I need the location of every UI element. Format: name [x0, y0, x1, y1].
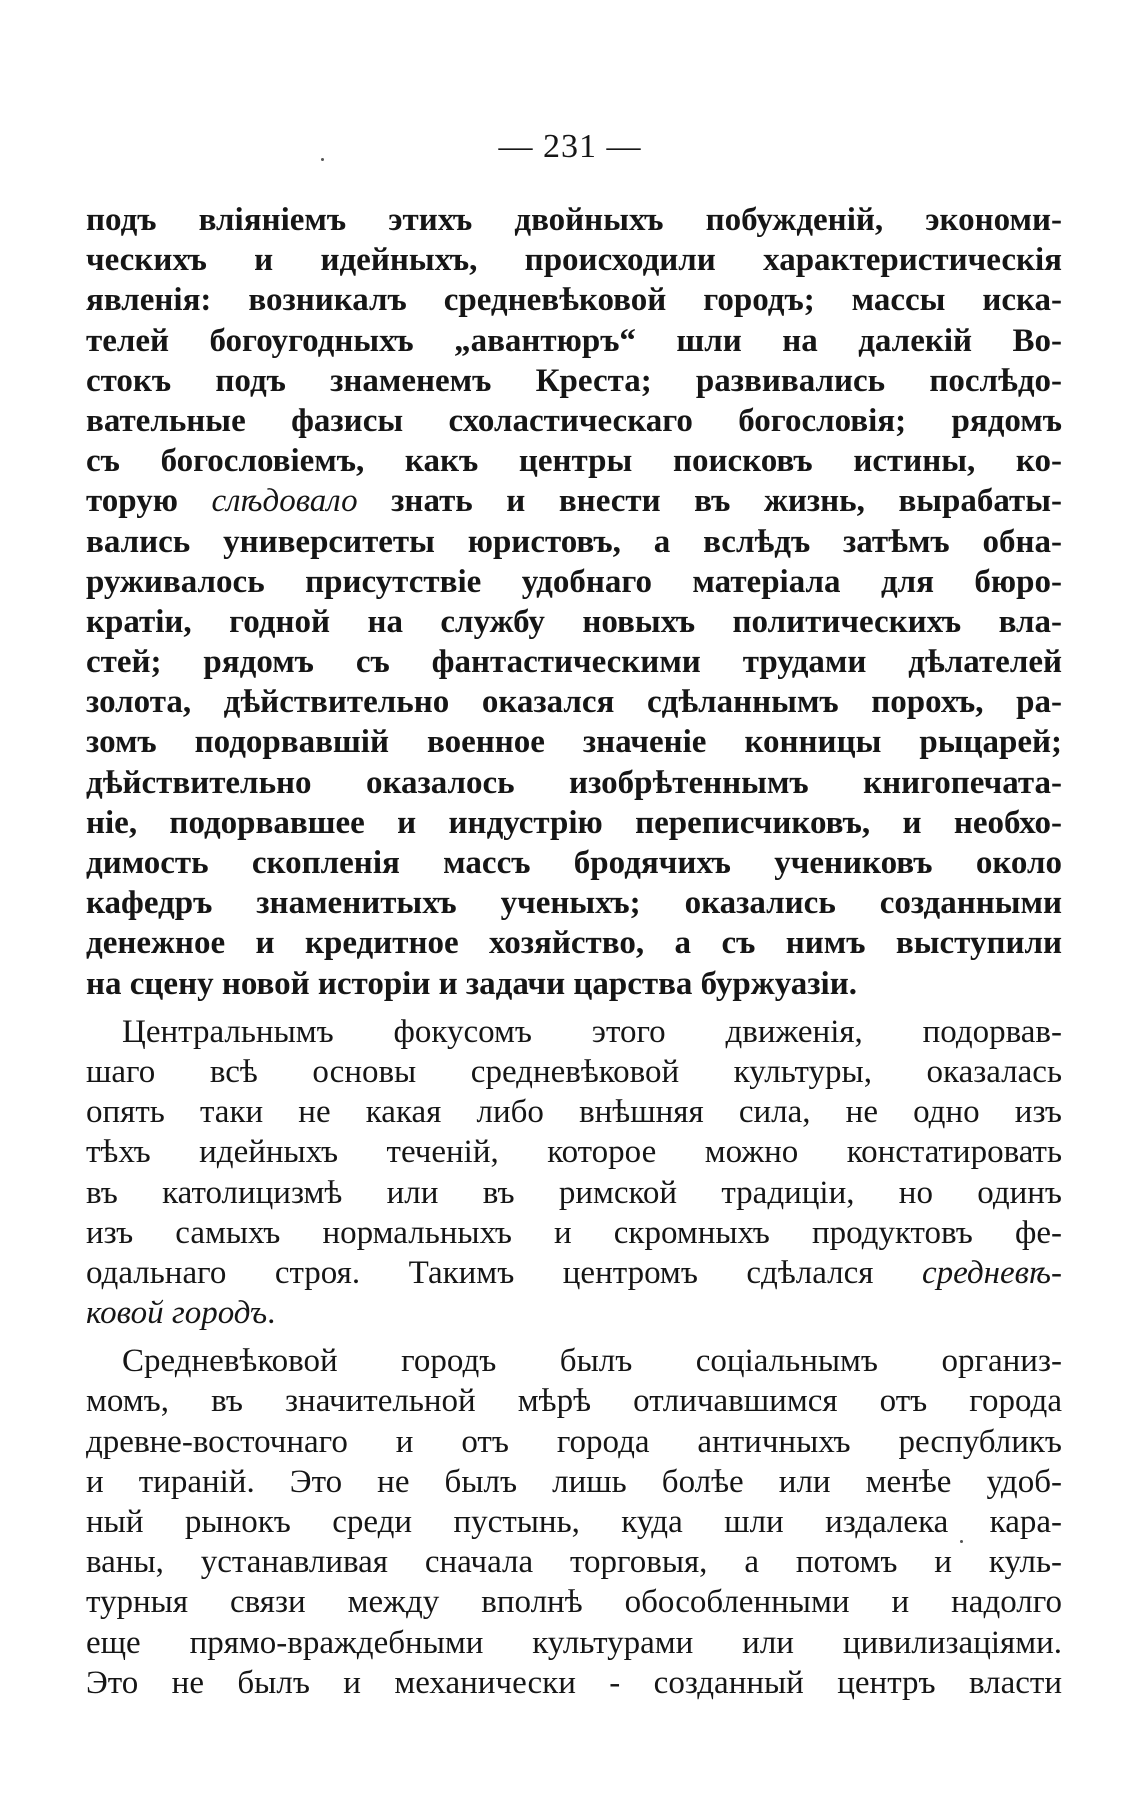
text-line: [86, 1293, 1062, 1333]
text-line: еще прямо-враждебными культурами или цивилизаціями.: [86, 1624, 1062, 1661]
text-segment: знать и внести въ жизнь, вырабаты-: [357, 483, 1062, 520]
text-line: дѣйствительно оказалось изобрѣтеннымъ книгопечата-: [86, 764, 1062, 801]
text-line: димость скопленія массъ бродячихъ учениковъ около: [86, 845, 1062, 881]
text-line: зомъ подорвавшій военное значеніе конницы рыцарей;: [86, 724, 1062, 761]
emphasized-word: ковой городъ: [86, 1295, 268, 1332]
text-line: изъ самыхъ нормальныхъ и скромныхъ продуктовъ фе-: [86, 1214, 1062, 1251]
paragraph: [86, 1012, 1062, 1334]
text-segment: торую: [86, 483, 212, 520]
text-line: золота, дѣйствительно оказался сдѣланнымъ порохъ, ра-: [86, 684, 1062, 721]
text-line: кафедръ знаменитыхъ ученыхъ; оказались созданными: [86, 885, 1062, 922]
text-line: явленія: возникалъ средневѣковой городъ; массы иска-: [86, 282, 1062, 319]
body-text: [86, 200, 1062, 1703]
text-line: и тираній. Это не былъ лишь болѣе или менѣе удоб-: [86, 1463, 1062, 1500]
text-line: момъ, въ значительной мѣрѣ отличавшимся отъ города: [86, 1383, 1062, 1420]
paragraph: [86, 200, 1062, 1004]
text-line: древне-восточнаго и отъ города античныхъ республикъ: [86, 1423, 1062, 1460]
text-line: на сцену новой исторіи и задачи царства буржуазіи.: [86, 965, 857, 1002]
text-line: руживалось присутствіе удобнаго матеріала для бюро-: [86, 563, 1062, 600]
text-line: ніе, подорвавшее и индустрію переписчиковъ, и необхо-: [86, 804, 1062, 841]
text-line: въ католицизмѣ или въ римской традиціи, но одинъ: [86, 1174, 1062, 1211]
text-line: денежное и кредитное хозяйство, а съ нимъ выступили: [86, 925, 1062, 962]
emphasized-word: слѣдовало: [211, 483, 358, 520]
text-line: тѣхъ идейныхъ теченій, которое можно констатировать: [86, 1134, 1062, 1171]
text-line: [86, 1253, 1062, 1293]
text-line: ный рынокъ среди пустынь, куда шли издалека кара-: [86, 1504, 1062, 1540]
emphasized-word: средневѣ-: [921, 1254, 1062, 1291]
text-line: вательные фазисы схоластическаго богословія; рядомъ: [86, 402, 1062, 439]
text-line: ваны, устанавливая сначала торговыя, а потомъ и куль-: [86, 1544, 1062, 1581]
paragraph: [86, 1341, 1062, 1703]
text-line: Центральнымъ фокусомъ этого движенія, подорвав-: [122, 1013, 1062, 1050]
print-speck: [321, 158, 324, 161]
text-segment: .: [267, 1295, 276, 1332]
text-line: шаго всѣ основы средневѣковой культуры, оказалась: [86, 1053, 1062, 1090]
text-line: подъ вліяніемъ этихъ двойныхъ побужденій, экономи-: [86, 202, 1062, 238]
text-segment: одальнаго строя. Такимъ центромъ сдѣлался: [86, 1254, 922, 1291]
text-line: стокъ подъ знаменемъ Креста; развивались послѣдо-: [86, 362, 1062, 399]
text-line: телей богоугодныхъ „авантюръ“ шли на далекій Во-: [86, 322, 1062, 359]
text-line: съ богословіемъ, какъ центры поисковъ истины, ко-: [86, 443, 1062, 480]
text-line: Это не былъ и механически - созданный центръ власти: [86, 1664, 1062, 1701]
text-line: опять таки не какая либо внѣшняя сила, не одно изъ: [86, 1094, 1062, 1131]
page-number: — 231 —: [498, 128, 642, 165]
text-line: стей; рядомъ съ фантастическими трудами дѣлателей: [86, 644, 1062, 681]
text-line: вались университеты юристовъ, а вслѣдъ затѣмъ обна-: [86, 523, 1062, 560]
text-line: [86, 481, 1062, 521]
text-line: турныя связи между вполнѣ обособленными и надолго: [86, 1584, 1062, 1621]
text-line: ческихъ и идейныхъ, происходили характеристическія: [86, 242, 1062, 279]
text-line: Средневѣковой городъ былъ соціальнымъ организ-: [122, 1343, 1062, 1380]
text-line: кратіи, годной на службу новыхъ политическихъ вла-: [86, 603, 1062, 640]
